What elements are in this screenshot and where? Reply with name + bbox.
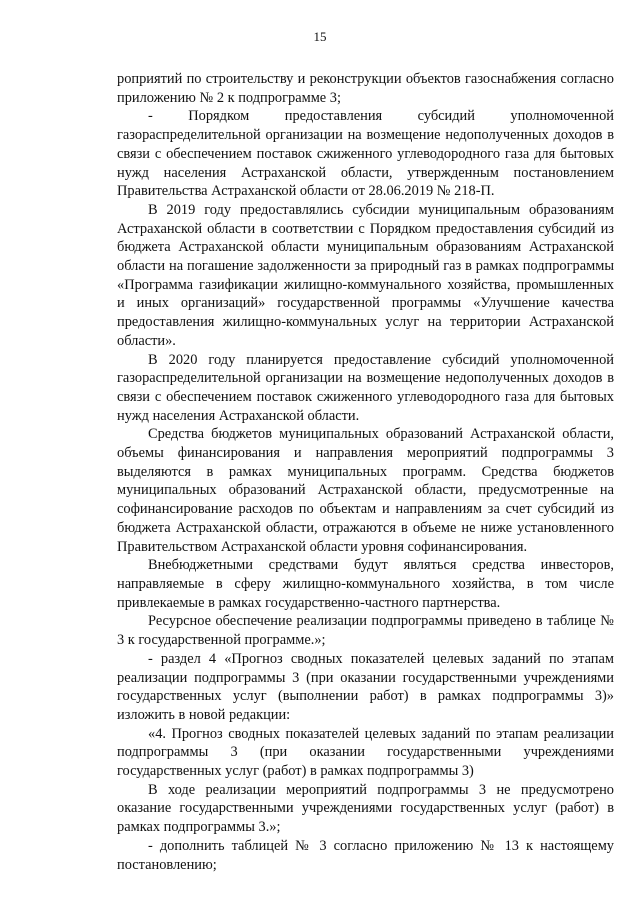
paragraph-resource-provision: Ресурсное обеспечение реализации подпрограммы приведено в таблице № 3 к государственной программе.»; [117,613,614,649]
paragraph-section-4: - раздел 4 «Прогноз сводных показателей целевых заданий по этапам реализации подпрограммы 3 (при оказании государственными учреждениями государственных услуг (выполнении работ) в рамках подпрограммы 3)» изложить в новой редакции: [117,650,614,723]
paragraph-municipal-budgets: Средства бюджетов муниципальных образований Астраханской области, объемы финансирования и направления мероприятий подпрограммы 3 выделяются в рамках муниципальных программ. Средства бюджетов муниципальных образований Астраханской области, предусмотренные на софинансирование расходов по объектам и направлениям за счет субсидий из бюджета Астраханской области, отражаются в объеме не ниже установленного Правительством Астраханской области уровня софинансирования. [117,426,614,555]
page-number: 15 [313,29,327,44]
paragraph-2019-subsidies: В 2019 году предоставлялись субсидии муниципальным образованиям Астраханской области в соответствии с Порядком предоставления субсидий из бюджета Астраханской области муниципальным образованиям Астраханской области на погашение задолженности за природный газ в рамках подпрограммы «Программа газификации жилищно-коммунального хозяйства, промышленных и иных организаций» государственной программы «Улучшение качества предоставления жилищно-коммунальных услуг на территории Астраханской области». [117,201,614,349]
paragraph-section-4-title: «4. Прогноз сводных показателей целевых заданий по этапам реализации подпрограммы 3 (при оказании государственными учреждениями государственных услуг (работ) в рамках подпрограммы 3) [117,725,614,780]
paragraph-add-table: - дополнить таблицей № 3 согласно приложению № 13 к настоящему постановлению; [117,837,614,873]
paragraph-extrabudgetary-funds: Внебюджетными средствами будут являться средства инвесторов, направляемые в сферу жилищно-коммунального хозяйства, в том числе привлекаемые в рамках государственно-частного партнерства. [117,557,614,611]
paragraph-no-services: В ходе реализации мероприятий подпрограммы 3 не предусмотрено оказание государственными учреждениями государственных услуг (работ) в рамках подпрограммы 3.»; [117,781,614,836]
paragraph-2020-plan: В 2020 году планируется предоставление субсидий уполномоченной газораспределительной организации на возмещение недополученных доходов в связи с обеспечением поставок сжиженного углеводородного газа для бытовых нужд населения Астраханской области. [117,351,614,424]
paragraph-continuation: роприятий по строительству и реконструкции объектов газоснабжения согласно приложению № 2 к подпрограмме 3; [117,71,614,106]
paragraph-subsidy-procedure: - Порядком предоставления субсидий уполномоченной газораспределительной организации на возмещение недополученных доходов в связи с обеспечением поставок сжиженного углеводородного газа для бытовых нужд населения Астраханской области, утвержденным постановлением Правительства Астраханской области от 28.06.2019 № 218-П. [117,108,614,200]
document-body [117,70,614,874]
